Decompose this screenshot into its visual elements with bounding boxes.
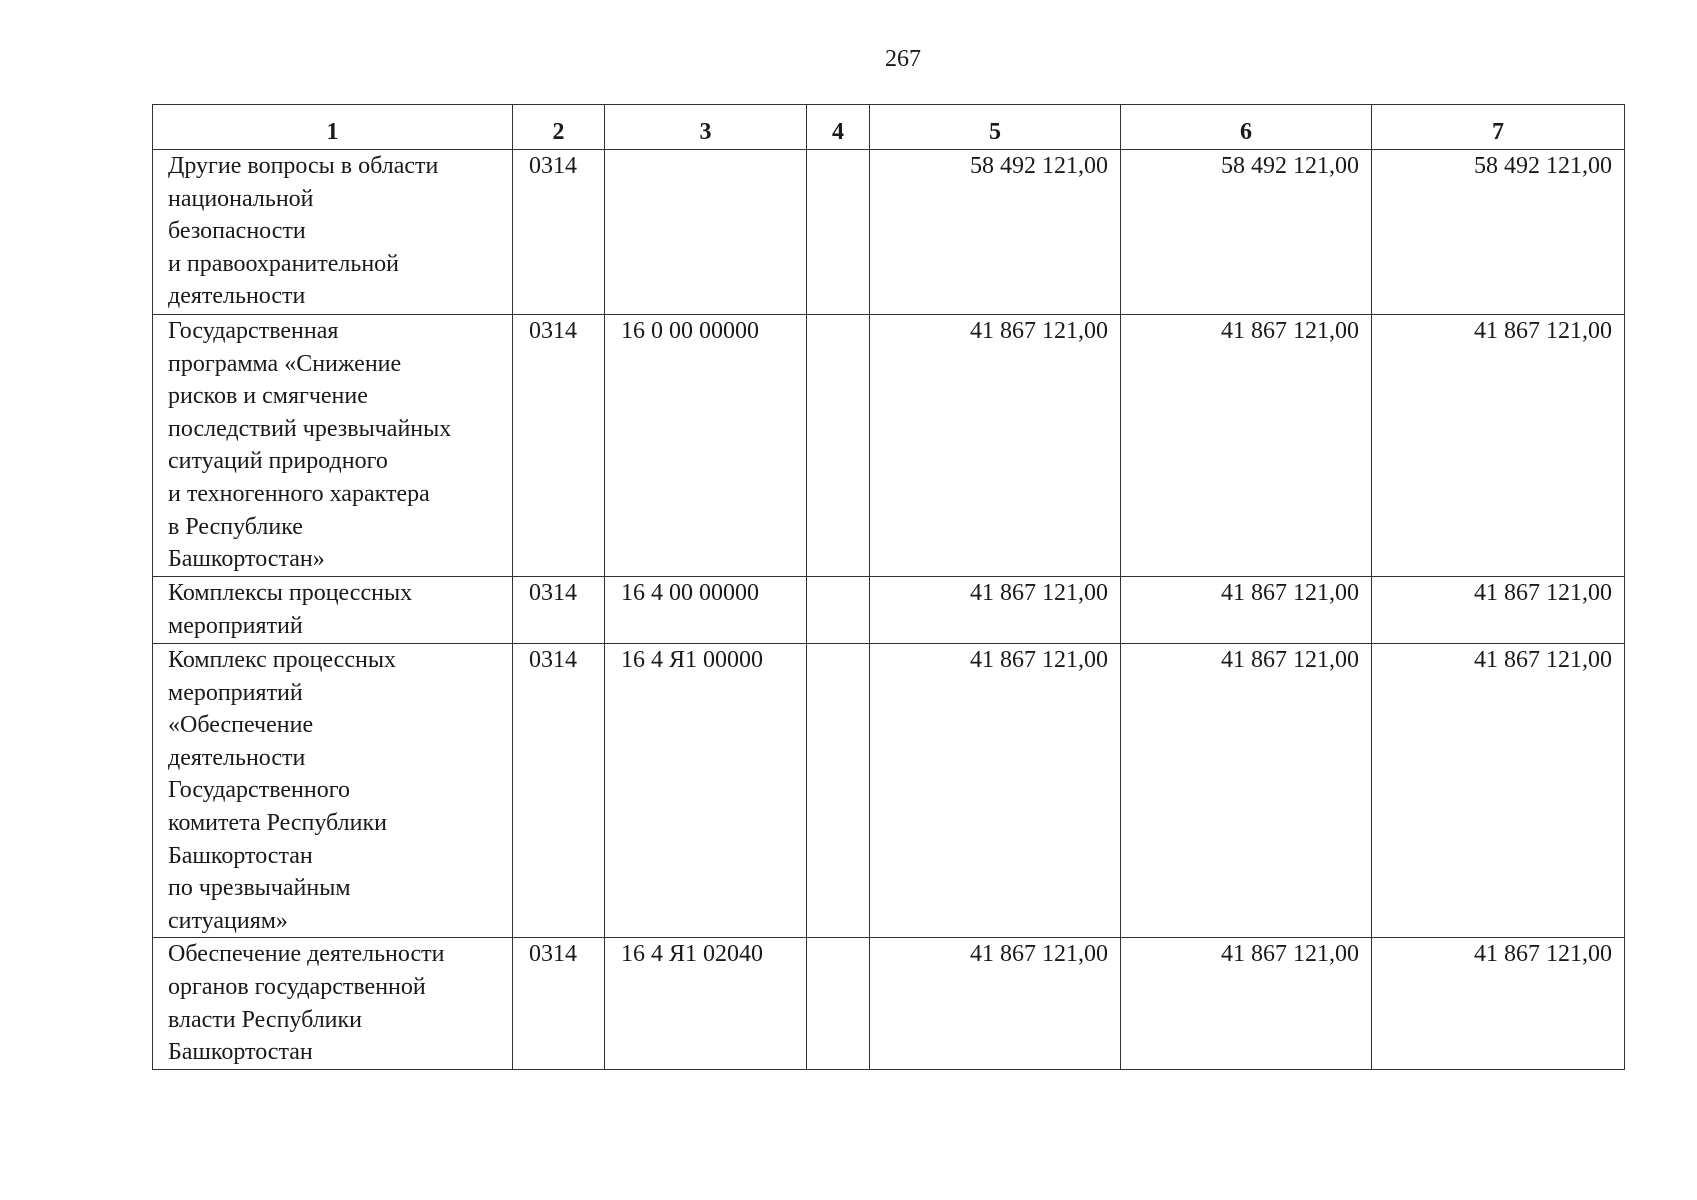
row-amount-col5: 41 867 121,00 [870,938,1121,1070]
row-name-line: последствий чрезвычайных [168,415,452,442]
row-expense-type [807,150,870,315]
row-amount-col7: 41 867 121,00 [1372,644,1625,938]
row-name-line: национальной [168,185,314,212]
row-section-code: 0314 [513,577,605,644]
header-col-7: 7 [1372,105,1625,150]
row-amount-col5: 58 492 121,00 [870,150,1121,315]
row-amount-col6: 41 867 121,00 [1121,577,1372,644]
row-amount-col6: 58 492 121,00 [1121,150,1372,315]
row-target-code: 16 4 Я1 02040 [605,938,807,1070]
row-name-line: программа «Снижение [168,350,402,377]
row-amount-col5: 41 867 121,00 [870,315,1121,577]
row-name-line: по чрезвычайным [168,875,351,902]
row-name-line: деятельности [168,744,306,771]
row-section-code: 0314 [513,644,605,938]
row-name-line: рисков и смягчение [168,383,368,410]
row-amount-col6: 41 867 121,00 [1121,315,1372,577]
row-amount-col7: 58 492 121,00 [1372,150,1625,315]
table-row [153,644,1625,938]
row-name-line: Башкортостан» [168,546,325,573]
row-expense-type [807,577,870,644]
row-amount-col5: 41 867 121,00 [870,644,1121,938]
table-body [153,150,1625,1070]
row-amount-col5: 41 867 121,00 [870,577,1121,644]
row-name-line: «Обеспечение [168,712,314,739]
row-name [153,938,513,1070]
row-name-line: в Республике [168,513,303,540]
header-col-3: 3 [605,105,807,150]
table-row [153,938,1625,1070]
row-name-line: комитета Республики [168,809,387,836]
row-name-line: мероприятий [168,679,303,706]
row-name-line: Башкортостан [168,1039,313,1066]
table-header-row [153,105,1625,150]
row-amount-col7: 41 867 121,00 [1372,577,1625,644]
row-name-line: власти Республики [168,1006,363,1033]
row-name-line: Комплекс процессных [168,647,396,673]
row-name-line: Обеспечение деятельности [168,941,445,968]
row-name [153,315,513,577]
row-target-code: 16 4 00 00000 [605,577,807,644]
header-col-6: 6 [1121,105,1372,150]
row-target-code [605,150,807,315]
row-name [153,150,513,315]
header-col-2: 2 [513,105,605,150]
row-expense-type [807,938,870,1070]
row-section-code: 0314 [513,938,605,1070]
row-amount-col7: 41 867 121,00 [1372,315,1625,577]
row-name-line: деятельности [168,283,306,310]
header-col-1: 1 [153,105,513,150]
row-target-code: 16 0 00 00000 [605,315,807,577]
row-name-line: Другие вопросы в области [168,153,439,179]
row-name-line: и правоохранительной [168,250,399,277]
row-expense-type [807,644,870,938]
row-name-line: безопасности [168,218,306,245]
row-name-line: Государственная [168,318,339,344]
budget-table [152,104,1625,1070]
row-name [153,577,513,644]
table-row [153,315,1625,577]
table-row [153,150,1625,315]
row-amount-col6: 41 867 121,00 [1121,938,1372,1070]
row-section-code: 0314 [513,315,605,577]
page-number: 267 [885,46,921,72]
row-name-line: органов государственной [168,973,426,1000]
row-name-line: ситуациям» [168,907,288,934]
table-row [153,577,1625,644]
row-name-line: Башкортостан [168,842,313,869]
row-expense-type [807,315,870,577]
header-col-4: 4 [807,105,870,150]
row-name-line: ситуаций природного [168,448,388,475]
row-name-line: и техногенного характера [168,480,430,507]
row-amount-col6: 41 867 121,00 [1121,644,1372,938]
row-target-code: 16 4 Я1 00000 [605,644,807,938]
header-col-5: 5 [870,105,1121,150]
row-name [153,644,513,938]
row-section-code: 0314 [513,150,605,315]
row-name-line: Государственного [168,777,350,804]
row-amount-col7: 41 867 121,00 [1372,938,1625,1070]
row-name-line: мероприятий [168,612,303,639]
row-name-line: Комплексы процессных [168,580,413,606]
